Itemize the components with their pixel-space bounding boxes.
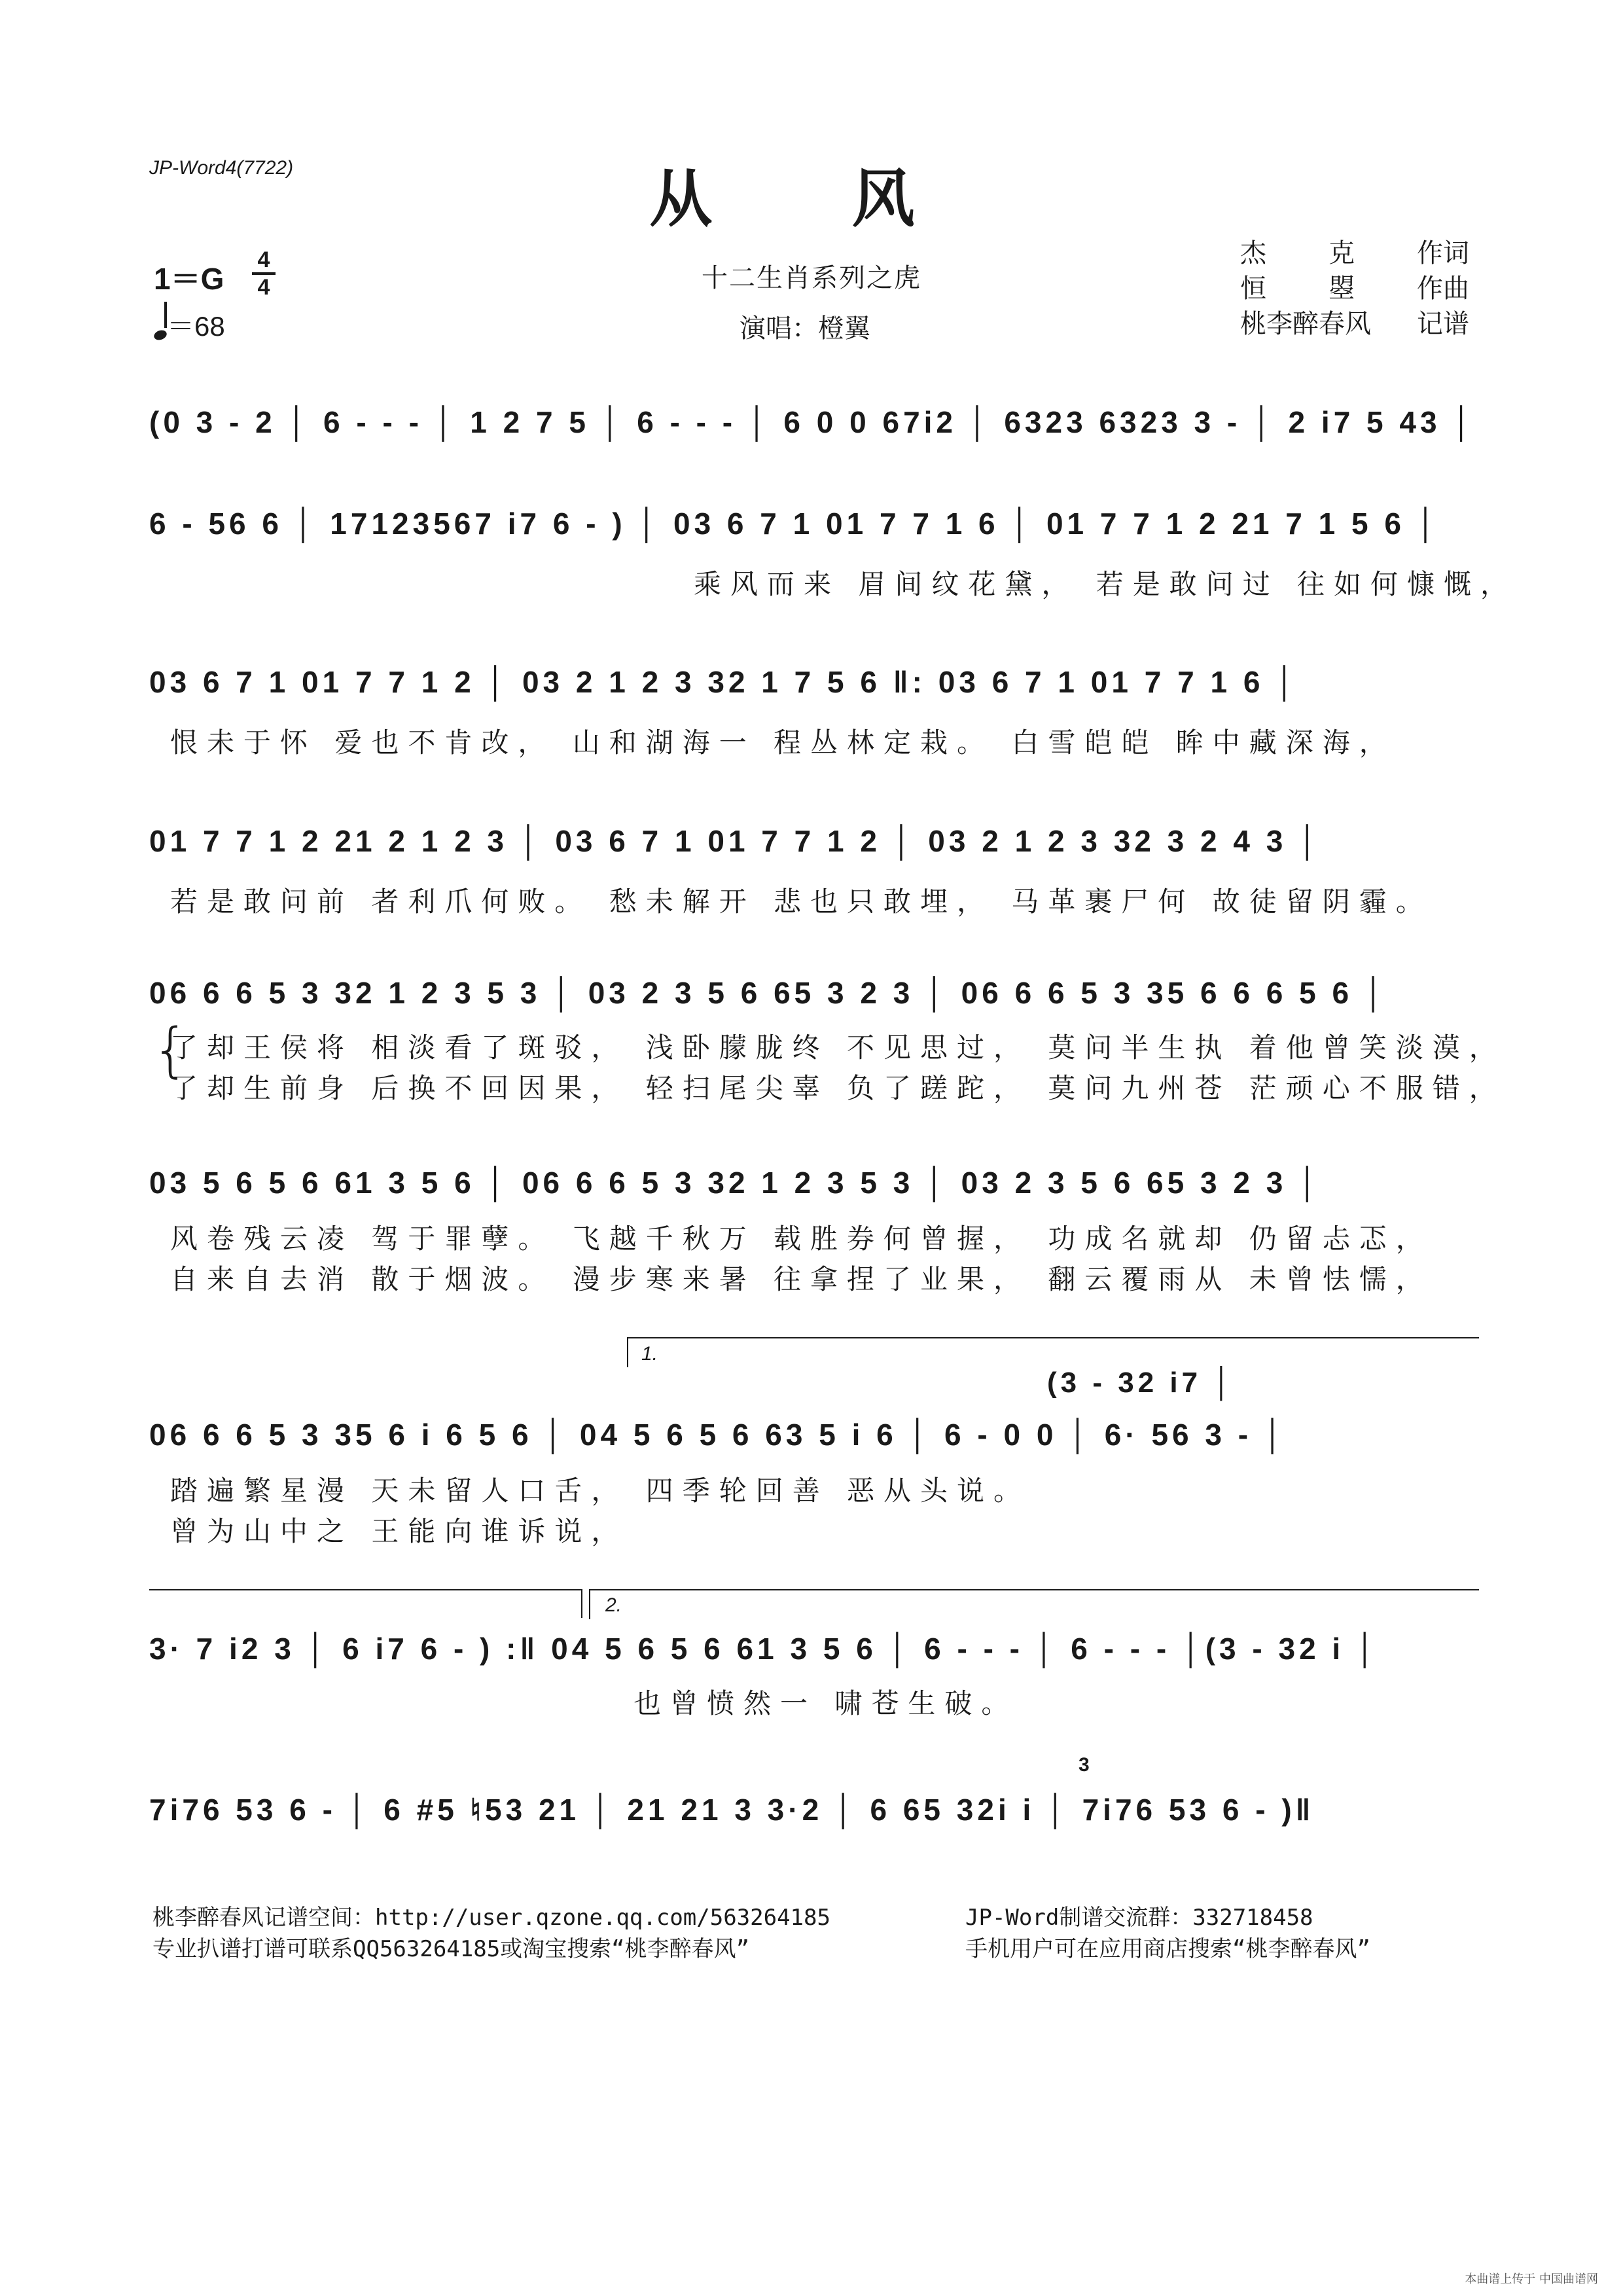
credit-composer <box>1240 271 1469 306</box>
time-signature <box>252 249 276 298</box>
key-signature: 1＝G <box>154 262 224 296</box>
credit-name-b: 曌 <box>1329 274 1355 304</box>
lyric-line-7-verse-1: 踏遍繁星漫 天未留人口舌， 四季轮回善 恶从头说。 <box>170 1475 1031 1507</box>
credit-name-a: 杰 <box>1240 238 1266 268</box>
lyric-line-6-verse-1: 风卷残云凌 驾于罪孽。 飞越千秋万 载胜券何曾握， 功成名就却 仍留忐忑， <box>170 1223 1433 1255</box>
second-ending-label: 2. <box>605 1594 622 1616</box>
quarter-note-icon <box>152 329 168 342</box>
footer-contact: 专业扒谱打谱可联系QQ563264185或淘宝搜索“桃李醉春风” <box>152 1936 750 1962</box>
song-title: 从 风 <box>649 162 974 236</box>
lyric-line-7-verse-2: 曾为山中之 王能向谁诉说， <box>170 1515 628 1547</box>
triplet-mark: 3 <box>1079 1754 1090 1776</box>
credit-lyricist <box>1240 236 1469 271</box>
score-line-7: 06 6 6 5 3 35 6 i 6 5 6 │ 04 5 6 5 6 63 5 i 6 │ 6 - 0 0 │ 6· 56 3 - │ <box>149 1418 1287 1452</box>
tempo-value: ＝68 <box>167 311 225 342</box>
software-signature: JP-Word4(7722) <box>149 157 294 179</box>
first-ending-bracket <box>627 1337 1479 1367</box>
score-line-9: 7i76 53 6 - │ 6 #5 ♮53 21 │ 21 21 3 3·2 │ 6 65 32i i │ 7i76 53 6 - )‖ <box>149 1793 1315 1827</box>
site-stamp: 本曲谱上传于 中国曲谱网 <box>1465 2272 1598 2286</box>
credit-role: 作词 <box>1417 238 1469 268</box>
first-ending-continuation <box>149 1589 581 1590</box>
credit-name-a: 恒 <box>1240 274 1266 304</box>
score-line-2: 6 - 56 6 │ 17123567 i7 6 - ) │ 03 6 7 1 01 7 7 1 6 │ 01 7 7 1 2 21 7 1 5 6 │ <box>149 507 1440 541</box>
first-ending-end <box>581 1589 582 1618</box>
cue-notes: (3 - 32 i7 │ <box>1047 1367 1236 1399</box>
score-line-8: 3· 7 i2 3 │ 6 i7 6 - ) :‖ 04 5 6 5 6 61 3 5 6 │ 6 - - - │ 6 - - - │(3 - 32 i │ <box>149 1632 1380 1666</box>
verse-brace: { <box>152 1016 190 1085</box>
lyric-line-6-verse-2: 自来自去消 散于烟波。 漫步寒来暑 往拿捏了业果， 翻云覆雨从 未曾怯懦， <box>170 1263 1433 1295</box>
footer-group: JP-Word制谱交流群：332718458 <box>965 1905 1313 1931</box>
credit-name-a: 桃李醉春风 <box>1240 309 1371 339</box>
singer-label: 演唱：橙翼 <box>740 314 870 344</box>
score-line-4: 01 7 7 1 2 21 2 1 2 3 │ 03 6 7 1 01 7 7 1 2 │ 03 2 1 2 3 32 3 2 4 3 │ <box>149 824 1322 858</box>
score-line-5: 06 6 6 5 3 32 1 2 3 5 3 │ 03 2 3 5 6 65 3 2 3 │ 06 6 6 5 3 35 6 6 6 5 6 │ <box>149 976 1388 1010</box>
credit-role: 作曲 <box>1417 274 1469 304</box>
time-signature-top: 4 <box>257 247 270 272</box>
footer-qzone: 桃李醉春风记谱空间：http://user.qzone.qq.com/563264185 <box>152 1905 830 1931</box>
credit-role: 记谱 <box>1417 309 1469 339</box>
score-line-3: 03 6 7 1 01 7 7 1 2 │ 03 2 1 2 3 32 1 7 5 6 ‖: 03 6 7 1 01 7 7 1 6 │ <box>149 665 1299 699</box>
lyric-line-2: 乘风而来 眉间纹花黛， 若是敢问过 往如何慷慨， <box>694 568 1518 600</box>
song-subtitle: 十二生肖系列之虎 <box>702 263 921 293</box>
credits-block <box>1240 236 1469 342</box>
score-line-6: 03 5 6 5 6 61 3 5 6 │ 06 6 6 5 3 32 1 2 3 5 3 │ 03 2 3 5 6 65 3 2 3 │ <box>149 1166 1322 1200</box>
time-signature-bottom: 4 <box>257 275 270 300</box>
note-stem-icon <box>164 302 167 328</box>
first-ending-label: 1. <box>641 1343 658 1365</box>
lyric-line-4: 若是敢问前 者利爪何败。 愁未解开 悲也只敢埋， 马革裹尸何 故徒留阴霾。 <box>170 886 1433 918</box>
score-line-1: (0 3 - 2 │ 6 - - - │ 1 2 7 5 │ 6 - - - │ 6 0 0 67i2 │ 6323 6323 3 - │ 2 i7 5 43 │ <box>149 405 1476 439</box>
footer-app: 手机用户可在应用商店搜索“桃李醉春风” <box>965 1936 1370 1962</box>
credit-name-b: 克 <box>1329 238 1355 268</box>
tempo-marking <box>154 305 225 344</box>
lyric-line-5-verse-1: 了却王侯将 相淡看了斑驳， 浅卧朦胧终 不见思过， 莫问半生执 着他曾笑淡漠， <box>170 1031 1506 1064</box>
lyric-line-8: 也曾愤然一 啸苍生破。 <box>633 1687 1018 1719</box>
credit-transcriber <box>1240 306 1469 342</box>
lyric-line-3: 恨未于怀 爱也不肯改， 山和湖海一 程丛林定栽。 白雪皑皑 眸中藏深海， <box>170 726 1396 759</box>
second-ending-bracket <box>589 1589 1479 1619</box>
lyric-line-5-verse-2: 了却生前身 后换不回因果， 轻扫尾尖辜 负了蹉跎， 莫问九州苍 茫顽心不服错， <box>170 1072 1506 1104</box>
